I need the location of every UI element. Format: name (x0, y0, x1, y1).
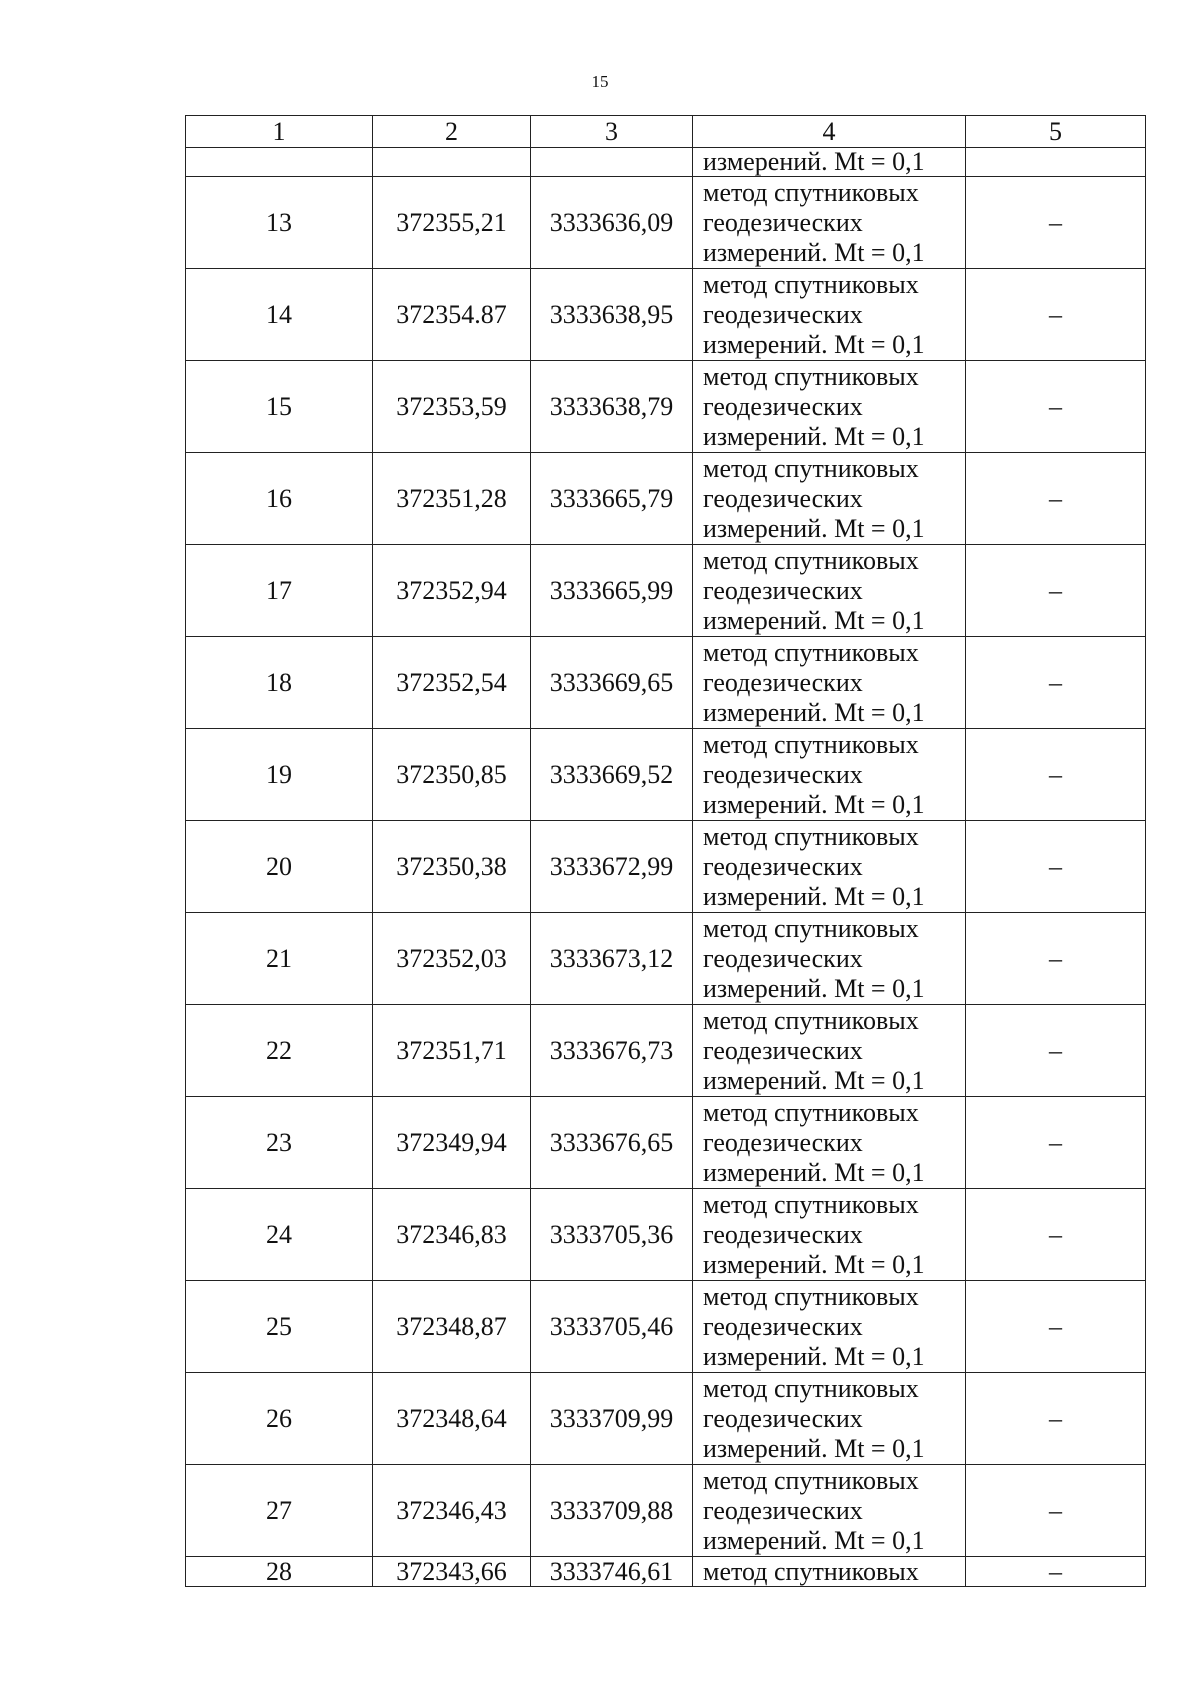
method-line: измерений. Mt = 0,1 (703, 697, 925, 727)
method-line: геодезических (703, 1035, 863, 1065)
method-line: измерений. Mt = 0,1 (703, 237, 925, 267)
method-line: метод спутниковых (703, 729, 919, 759)
point-number-cell: 15 (186, 361, 373, 453)
method-line: геодезических (703, 299, 863, 329)
header-cell-4: 4 (693, 116, 966, 148)
note-cell: – (966, 1005, 1146, 1097)
x-coordinate-cell: 372353,59 (373, 361, 531, 453)
coordinates-table (185, 115, 1146, 1587)
empty-cell (531, 148, 693, 177)
method-cell (693, 637, 966, 729)
table-row (186, 177, 1146, 269)
table-row (186, 361, 1146, 453)
point-number-cell: 21 (186, 913, 373, 1005)
method-cell (693, 729, 966, 821)
note-cell: – (966, 1097, 1146, 1189)
note-cell: – (966, 1557, 1146, 1587)
empty-cell (966, 148, 1146, 177)
method-line: метод спутниковых (703, 821, 919, 851)
x-coordinate-cell: 372350,38 (373, 821, 531, 913)
x-coordinate-cell: 372346,83 (373, 1189, 531, 1281)
note-cell: – (966, 1189, 1146, 1281)
method-line: метод спутниковых (703, 1465, 919, 1495)
method-line: геодезических (703, 1311, 863, 1341)
note-cell: – (966, 821, 1146, 913)
method-line: измерений. Mt = 0,1 (703, 1525, 925, 1555)
x-coordinate-cell: 372350,85 (373, 729, 531, 821)
note-cell: – (966, 269, 1146, 361)
method-line: измерений. Mt = 0,1 (703, 605, 925, 635)
y-coordinate-cell: 3333638,95 (531, 269, 693, 361)
x-coordinate-cell: 372348,64 (373, 1373, 531, 1465)
method-line: метод спутниковых (703, 1097, 919, 1127)
method-line: измерений. Mt = 0,1 (703, 789, 925, 819)
method-cell (693, 177, 966, 269)
y-coordinate-cell: 3333709,88 (531, 1465, 693, 1557)
method-cell (693, 453, 966, 545)
method-line: геодезических (703, 667, 863, 697)
table-row (186, 1557, 1146, 1587)
table-row (186, 1465, 1146, 1557)
x-coordinate-cell: 372352,03 (373, 913, 531, 1005)
table-row (186, 821, 1146, 913)
method-line: геодезических (703, 759, 863, 789)
method-line: геодезических (703, 1219, 863, 1249)
y-coordinate-cell: 3333705,36 (531, 1189, 693, 1281)
method-line: метод спутниковых (703, 545, 919, 575)
method-cell (693, 1005, 966, 1097)
table-row (186, 1281, 1146, 1373)
note-cell: – (966, 1373, 1146, 1465)
method-line: измерений. Mt = 0,1 (703, 421, 925, 451)
y-coordinate-cell: 3333705,46 (531, 1281, 693, 1373)
method-line: геодезических (703, 943, 863, 973)
y-coordinate-cell: 3333638,79 (531, 361, 693, 453)
method-line: геодезических (703, 851, 863, 881)
table-row (186, 729, 1146, 821)
note-cell: – (966, 913, 1146, 1005)
method-line: метод спутниковых (703, 1189, 919, 1219)
method-line: геодезических (703, 1127, 863, 1157)
method-line: геодезических (703, 1403, 863, 1433)
point-number-cell: 19 (186, 729, 373, 821)
method-cell (693, 913, 966, 1005)
point-number-cell: 20 (186, 821, 373, 913)
method-line: измерений. Mt = 0,1 (703, 1157, 925, 1187)
y-coordinate-cell: 3333665,99 (531, 545, 693, 637)
table-row (186, 269, 1146, 361)
x-coordinate-cell: 372352,54 (373, 637, 531, 729)
table-row (186, 1373, 1146, 1465)
method-line: метод спутниковых (703, 361, 919, 391)
x-coordinate-cell: 372352,94 (373, 545, 531, 637)
table-row (186, 1189, 1146, 1281)
method-line: метод спутниковых (703, 269, 919, 299)
point-number-cell: 22 (186, 1005, 373, 1097)
method-line: измерений. Mt = 0,1 (703, 881, 925, 911)
y-coordinate-cell: 3333709,99 (531, 1373, 693, 1465)
method-line: метод спутниковых (703, 453, 919, 483)
method-line: геодезических (703, 1495, 863, 1525)
note-cell: – (966, 1465, 1146, 1557)
header-cell-1: 1 (186, 116, 373, 148)
note-cell: – (966, 637, 1146, 729)
y-coordinate-cell: 3333673,12 (531, 913, 693, 1005)
x-coordinate-cell: 372348,87 (373, 1281, 531, 1373)
x-coordinate-cell: 372351,28 (373, 453, 531, 545)
method-line: геодезических (703, 207, 863, 237)
y-coordinate-cell: 3333746,61 (531, 1557, 693, 1587)
point-number-cell: 18 (186, 637, 373, 729)
point-number-cell: 16 (186, 453, 373, 545)
method-line: метод спутниковых (703, 1373, 919, 1403)
note-cell: – (966, 545, 1146, 637)
method-cell (693, 1281, 966, 1373)
x-coordinate-cell: 372351,71 (373, 1005, 531, 1097)
method-line: геодезических (703, 575, 863, 605)
method-cell (693, 1097, 966, 1189)
header-cell-3: 3 (531, 116, 693, 148)
x-coordinate-cell: 372354.87 (373, 269, 531, 361)
y-coordinate-cell: 3333636,09 (531, 177, 693, 269)
method-line: геодезических (703, 483, 863, 513)
method-line: измерений. Mt = 0,1 (703, 1341, 925, 1371)
method-line: метод спутниковых (703, 1005, 919, 1035)
x-coordinate-cell: 372355,21 (373, 177, 531, 269)
method-cell (693, 1373, 966, 1465)
point-number-cell: 24 (186, 1189, 373, 1281)
method-line: измерений. Mt = 0,1 (703, 1433, 925, 1463)
empty-cell (373, 148, 531, 177)
method-line: метод спутниковых (703, 913, 919, 943)
method-line: измерений. Mt = 0,1 (703, 329, 925, 359)
point-number-cell: 28 (186, 1557, 373, 1587)
note-cell: – (966, 177, 1146, 269)
method-continuation-cell: измерений. Mt = 0,1 (693, 148, 966, 177)
method-cell (693, 361, 966, 453)
method-line: метод спутниковых (703, 177, 919, 207)
point-number-cell: 26 (186, 1373, 373, 1465)
note-cell: – (966, 453, 1146, 545)
empty-cell (186, 148, 373, 177)
y-coordinate-cell: 3333676,65 (531, 1097, 693, 1189)
method-line: измерений. Mt = 0,1 (703, 513, 925, 543)
page-number: 15 (591, 72, 609, 91)
method-line: измерений. Mt = 0,1 (703, 973, 925, 1003)
note-cell: – (966, 1281, 1146, 1373)
table-row (186, 1005, 1146, 1097)
table-row (186, 1097, 1146, 1189)
table-row (186, 913, 1146, 1005)
point-number-cell: 13 (186, 177, 373, 269)
point-number-cell: 27 (186, 1465, 373, 1557)
point-number-cell: 23 (186, 1097, 373, 1189)
note-cell: – (966, 729, 1146, 821)
y-coordinate-cell: 3333669,52 (531, 729, 693, 821)
y-coordinate-cell: 3333665,79 (531, 453, 693, 545)
y-coordinate-cell: 3333672,99 (531, 821, 693, 913)
table-row (186, 637, 1146, 729)
method-cell (693, 1189, 966, 1281)
table-row (186, 545, 1146, 637)
method-line: измерений. Mt = 0,1 (703, 1249, 925, 1279)
method-cell (693, 269, 966, 361)
x-coordinate-cell: 372349,94 (373, 1097, 531, 1189)
header-cell-5: 5 (966, 116, 1146, 148)
continuation-row (186, 148, 1146, 177)
method-line: метод спутниковых (703, 637, 919, 667)
point-number-cell: 14 (186, 269, 373, 361)
point-number-cell: 25 (186, 1281, 373, 1373)
table-row (186, 453, 1146, 545)
header-cell-2: 2 (373, 116, 531, 148)
x-coordinate-cell: 372346,43 (373, 1465, 531, 1557)
header-row (186, 116, 1146, 148)
method-cell: метод спутниковых (693, 1557, 966, 1587)
x-coordinate-cell: 372343,66 (373, 1557, 531, 1587)
point-number-cell: 17 (186, 545, 373, 637)
method-cell (693, 1465, 966, 1557)
y-coordinate-cell: 3333669,65 (531, 637, 693, 729)
method-cell (693, 821, 966, 913)
method-line: геодезических (703, 391, 863, 421)
method-line: метод спутниковых (703, 1281, 919, 1311)
method-line: измерений. Mt = 0,1 (703, 1065, 925, 1095)
y-coordinate-cell: 3333676,73 (531, 1005, 693, 1097)
method-cell (693, 545, 966, 637)
note-cell: – (966, 361, 1146, 453)
